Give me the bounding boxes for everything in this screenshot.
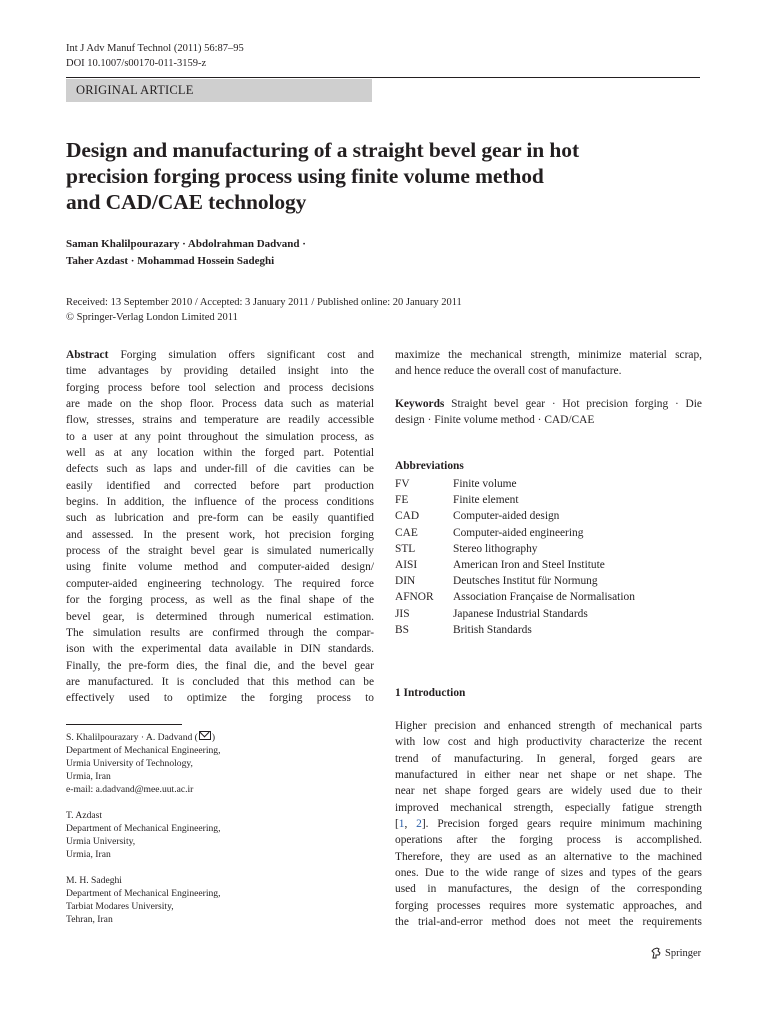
affiliation-line: Tarbiat Modares University,: [66, 901, 174, 912]
abstract-line: effectively used to optimize the forging process to: [66, 692, 374, 705]
abstract-line: are made on the shop floor. Process data such as material: [66, 398, 374, 411]
author-list: [66, 236, 306, 269]
author-line: Taher Azdast · Mohammad Hossein Sadeghi: [66, 254, 275, 267]
citation-link[interactable]: 1: [398, 818, 405, 831]
intro-line: manufactured in either near net shape or net shape. The: [395, 769, 702, 782]
doi: DOI 10.1007/s00170-011-3159-z: [66, 58, 207, 69]
affiliation-dadvand: [66, 731, 221, 796]
affiliation-line: Urmia, Iran: [66, 771, 111, 782]
citation-link[interactable]: 2: [416, 818, 422, 831]
abbreviation-row: FV Finite volume: [395, 478, 517, 490]
intro-line: with low cost and high productivity characterize the recent: [395, 736, 702, 749]
abstract-line: easily identified and corrected before part production: [66, 479, 374, 492]
intro-line: the trial-and-error method does not meet the requirements: [395, 916, 702, 929]
header-rule: [66, 77, 700, 78]
abbreviations-title: Abbreviations: [395, 460, 464, 472]
abstract-line: computer-aided engineering technology. The required force: [66, 577, 374, 590]
springer-horse-icon: [651, 947, 662, 959]
abstract: [66, 347, 374, 707]
intro-line: Therefore, they are used as an alternative to the machined: [395, 850, 702, 863]
title-line: precision forging process using finite volume method: [66, 164, 544, 188]
abstract-line: using finite volume method and computer-aided design/: [66, 561, 374, 574]
abstract-first-line: Abstract Forging simulation offers significant cost and: [66, 349, 374, 361]
abstract-line: defects such as laps and under-fill of die cavities can be: [66, 463, 374, 476]
intro-line: used in manufactures, the design of the corresponding: [395, 883, 702, 896]
affiliation-line: Department of Mechanical Engineering,: [66, 888, 221, 899]
intro-line-with-citations: [1, 2]. Precision forged gears require minimum machining: [395, 818, 702, 831]
abstract-line: to a user at any point throughout the simulation process, as: [66, 430, 374, 443]
abstract-line: for the forging process, as well as the final shape of the: [66, 594, 374, 607]
abbreviation-row: DIN Deutsches Institut für Normung: [395, 575, 598, 588]
abstract-continuation: [395, 347, 702, 428]
intro-line: Higher precision and enhanced strength of mechanical parts: [395, 720, 702, 732]
footnote-separator: [66, 724, 182, 725]
received-accepted-line: Received: 13 September 2010 / Accepted: 3 January 2011 / Published online: 20 January 2011: [66, 297, 462, 308]
title-line: and CAD/CAE technology: [66, 190, 307, 214]
spacer: [395, 380, 702, 396]
affiliation-email: e-mail: a.dadvand@mee.uut.ac.ir: [66, 784, 194, 795]
abstract-line: flow, stresses, strains and temperature are readily accessible: [66, 414, 374, 427]
abstract-line: maximize the mechanical strength, minimize material scrap,: [395, 349, 702, 361]
keywords-label: Keywords: [395, 397, 445, 410]
author-line: Saman Khalilpourazary · Abdolrahman Dadvand ·: [66, 238, 306, 250]
section-heading-introduction: 1 Introduction: [395, 687, 466, 699]
abbreviations-table: [395, 476, 635, 638]
publisher-name: Springer: [665, 947, 702, 959]
abbreviation-row: JIS Japanese Industrial Standards: [395, 607, 588, 620]
abbreviation-row: CAD Computer-aided design: [395, 510, 560, 523]
intro-line: improved mechanical strength, especially fatigue strength: [395, 801, 702, 814]
article-title: [66, 137, 686, 215]
introduction-body: [395, 718, 702, 930]
abstract-label: Abstract: [66, 349, 109, 361]
abstract-line: begins. In addition, the influence of the process conditions: [66, 496, 374, 509]
journal-citation: Int J Adv Manuf Technol (2011) 56:87–95: [66, 43, 244, 54]
abbreviation-row: AFNOR Association Française de Normalisation: [395, 591, 635, 604]
affiliation-line: Urmia University,: [66, 836, 136, 847]
affiliation-azdast: [66, 809, 221, 861]
abstract-line: bevel gear, is determined through numerical estimation.: [66, 610, 374, 623]
abstract-line: such as lubrication and pre-form can be easily quantified: [66, 512, 374, 525]
article-type-banner: ORIGINAL ARTICLE: [66, 79, 372, 102]
abstract-line: are manufactured. It is concluded that this method can be: [66, 675, 374, 688]
publisher-logo: [651, 947, 701, 959]
keywords-line: Keywords Straight bevel gear · Hot precision forging · Die: [395, 397, 702, 410]
abbreviation-row: BS British Standards: [395, 623, 532, 636]
affiliation-line: T. Azdast: [66, 810, 103, 821]
intro-line: forging processes requires more systematic approaches, and: [395, 899, 702, 912]
abstract-line: The simulation results are confirmed through the compar-: [66, 626, 374, 639]
affiliation-line: Tehran, Iran: [66, 914, 113, 925]
keywords-line: design · Finite volume method · CAD/CAE: [395, 414, 595, 427]
journal-header: [66, 41, 244, 71]
abstract-line: process of the straight bevel gear is simulated numerically: [66, 545, 374, 558]
abstract-line: ison with the experimental data available in DIN standards.: [66, 643, 374, 656]
abstract-line: well as at any location within the forged part. Potential: [66, 447, 374, 460]
copyright-line: © Springer-Verlag London Limited 2011: [66, 312, 238, 323]
abstract-line: and hence reduce the overall cost of manufacture.: [395, 365, 622, 378]
intro-line: trend of manufacturing. In general, forged gears are: [395, 752, 702, 765]
abbreviation-row: FE Finite element: [395, 494, 519, 507]
abstract-line: Finally, the pre-form dies, the final die, and the bevel gear: [66, 659, 374, 672]
abbreviation-row: AISI American Iron and Steel Institute: [395, 559, 605, 572]
affiliation-line: Department of Mechanical Engineering,: [66, 745, 221, 756]
abstract-line: and assessed. In the present work, hot precision forging: [66, 528, 374, 541]
affiliation-names: S. Khalilpourazary · A. Dadvand ( ): [66, 732, 216, 743]
affiliation-sadeghi: [66, 874, 221, 926]
affiliation-line: Urmia, Iran: [66, 849, 111, 860]
intro-line: operations after the forging process is accomplished.: [395, 834, 702, 847]
abstract-line: time advantages by providing detailed insight into the: [66, 365, 374, 378]
abbreviation-row: STL Stereo lithography: [395, 542, 538, 555]
publication-dates: [66, 295, 462, 325]
title-line: Design and manufacturing of a straight bevel gear in hot: [66, 138, 580, 162]
intro-line: ones. Due to the wide range of sizes and types of the gears: [395, 867, 702, 880]
abstract-line: forging process before tool selection and process decisions: [66, 381, 374, 394]
abbreviation-row: CAE Computer-aided engineering: [395, 526, 584, 539]
intro-line: near net shape forged gears are widely used due to their: [395, 785, 702, 798]
affiliation-line: Department of Mechanical Engineering,: [66, 823, 221, 834]
affiliation-line: Urmia University of Technology,: [66, 758, 193, 769]
affiliation-line: M. H. Sadeghi: [66, 875, 122, 886]
envelope-icon: [199, 731, 211, 740]
